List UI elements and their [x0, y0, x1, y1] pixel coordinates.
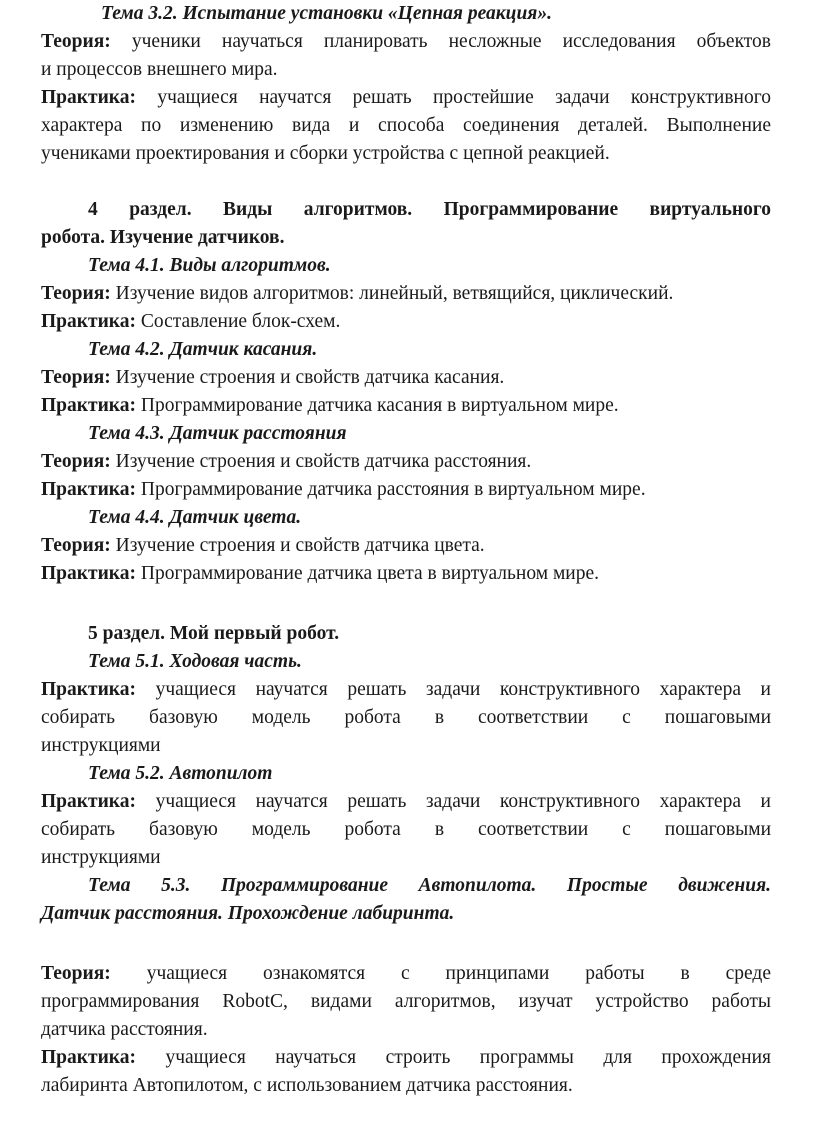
practice-label: Практика: — [41, 679, 136, 700]
practice-text: Программирование датчика расстояния в виртуальном мире. — [140, 479, 646, 500]
topic-4-2-practice — [41, 392, 771, 420]
topic-4-4-title: Тема 4.4. Датчик цвета. — [88, 507, 302, 528]
practice-text: Программирование датчика цвета в виртуальном мире. — [140, 563, 600, 584]
practice-label: Практика: — [41, 87, 136, 108]
practice-label: Практика: — [41, 791, 136, 812]
topic-5-1-practice-line-3: инструкциями — [41, 735, 161, 756]
theory-label: Теория: — [41, 451, 111, 472]
topic-5-3-theory-line-1 — [41, 960, 771, 988]
practice-label: Практика: — [41, 1047, 136, 1068]
practice-text: учащиеся научаться строить программы для прохождения — [165, 1047, 771, 1068]
theory-label: Теория: — [41, 31, 111, 52]
topic-4-1-theory — [41, 280, 771, 308]
topic-3-2-title: Тема 3.2. Испытание установки «Цепная реакция». — [101, 3, 552, 24]
theory-text: Изучение строения и свойств датчика касания. — [115, 367, 505, 388]
topic-5-1-practice-line-2: собирать базовую модель робота в соответствии с пошаговыми — [41, 707, 771, 728]
theory-text: ученики научаться планировать несложные исследования объектов — [131, 31, 772, 52]
section-4-heading-line-1: 4 раздел. Виды алгоритмов. Программирование виртуального — [88, 199, 771, 220]
topic-4-1-title: Тема 4.1. Виды алгоритмов. — [88, 255, 331, 276]
topic-4-2-theory — [41, 364, 771, 392]
theory-text: учащиеся ознакомятся с принципами работы в среде — [146, 963, 771, 984]
topic-3-2-theory-line-1 — [41, 28, 771, 56]
topic-5-1-title: Тема 5.1. Ходовая часть. — [88, 651, 302, 672]
practice-label: Практика: — [41, 395, 136, 416]
topic-5-3-practice-line-1 — [41, 1044, 771, 1072]
theory-text: Изучение видов алгоритмов: линейный, ветвящийся, циклический. — [115, 283, 674, 304]
topic-4-3-practice — [41, 476, 771, 504]
theory-text: Изучение строения и свойств датчика цвета. — [115, 535, 485, 556]
topic-5-3-practice-line-2: лабиринта Автопилотом, с использованием датчика расстояния. — [41, 1075, 573, 1096]
topic-5-3-theory-line-3: датчика расстояния. — [41, 1019, 208, 1040]
practice-text: учащиеся научатся решать задачи конструктивного характера и — [155, 791, 771, 812]
theory-label: Теория: — [41, 963, 111, 984]
topic-4-4-practice — [41, 560, 771, 588]
theory-text: Изучение строения и свойств датчика расстояния. — [115, 451, 532, 472]
theory-label: Теория: — [41, 283, 111, 304]
topic-4-1-practice — [41, 308, 771, 336]
practice-label: Практика: — [41, 311, 136, 332]
practice-text: Составление блок-схем. — [140, 311, 341, 332]
topic-4-4-theory — [41, 532, 771, 560]
topic-5-2-practice-line-2: собирать базовую модель робота в соответствии с пошаговыми — [41, 819, 771, 840]
topic-3-2-practice-line-3: учениками проектирования и сборки устройства с цепной реакцией. — [41, 143, 610, 164]
practice-label: Практика: — [41, 479, 136, 500]
topic-3-2-practice-line-1 — [41, 84, 771, 112]
practice-text: учащиеся научатся решать задачи конструктивного характера и — [155, 679, 771, 700]
topic-5-2-practice-line-3: инструкциями — [41, 847, 161, 868]
topic-4-3-theory — [41, 448, 771, 476]
topic-3-2-practice-line-2: характера по изменению вида и способа соединения деталей. Выполнение — [41, 115, 771, 136]
theory-label: Теория: — [41, 535, 111, 556]
practice-label: Практика: — [41, 563, 136, 584]
section-5-heading: 5 раздел. Мой первый робот. — [88, 623, 340, 644]
topic-5-3-title-line-1: Тема 5.3. Программирование Автопилота. Простые движения. — [88, 875, 771, 896]
topic-4-3-title: Тема 4.3. Датчик расстояния — [88, 423, 347, 444]
topic-5-3-theory-line-2: программирования RobotC, видами алгоритмов, изучат устройство работы — [41, 991, 771, 1012]
document-page — [41, 0, 771, 1100]
practice-text: учащиеся научатся решать простейшие задачи конструктивного — [157, 87, 772, 108]
topic-5-3-title-line-2: Датчик расстояния. Прохождение лабиринта. — [41, 903, 455, 924]
topic-5-2-title: Тема 5.2. Автопилот — [88, 763, 273, 784]
topic-5-1-practice-line-1 — [41, 676, 771, 704]
topic-5-2-practice-line-1 — [41, 788, 771, 816]
theory-label: Теория: — [41, 367, 111, 388]
practice-text: Программирование датчика касания в виртуальном мире. — [140, 395, 619, 416]
topic-3-2-theory-line-2: и процессов внешнего мира. — [41, 59, 278, 80]
section-4-heading-line-2: робота. Изучение датчиков. — [41, 227, 285, 248]
topic-4-2-title: Тема 4.2. Датчик касания. — [88, 339, 318, 360]
